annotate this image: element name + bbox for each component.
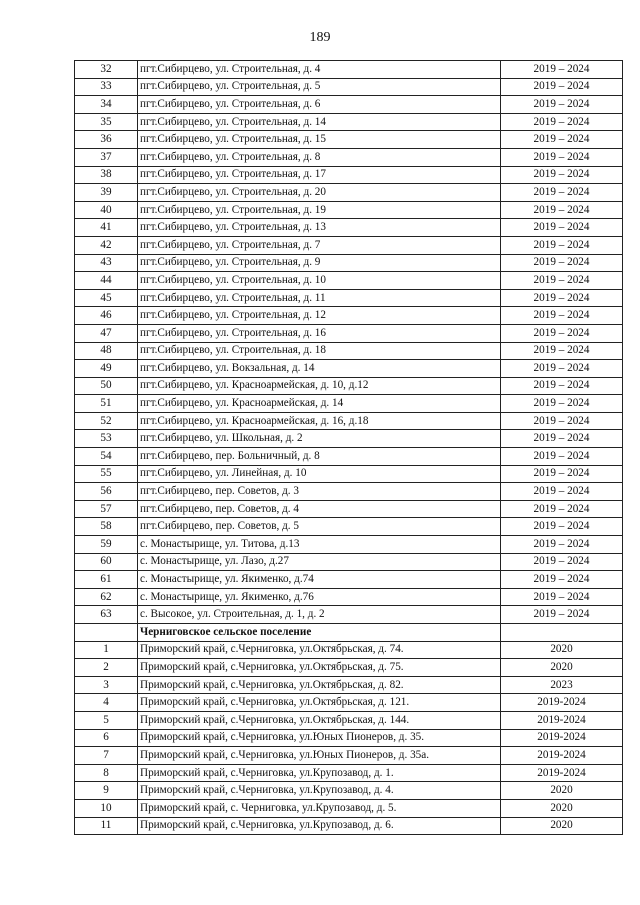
row-number-cell: 41 bbox=[75, 219, 138, 237]
period-cell: 2020 bbox=[501, 799, 623, 817]
row-number-cell: 50 bbox=[75, 377, 138, 395]
address-cell: пгт.Сибирцево, ул. Строительная, д. 16 bbox=[138, 324, 501, 342]
row-number-cell: 11 bbox=[75, 817, 138, 835]
table-row bbox=[75, 395, 623, 413]
row-number-cell: 45 bbox=[75, 289, 138, 307]
address-cell: пгт.Сибирцево, ул. Строительная, д. 20 bbox=[138, 184, 501, 202]
address-cell: пгт.Сибирцево, ул. Красноармейская, д. 10, д.12 bbox=[138, 377, 501, 395]
table-row bbox=[75, 61, 623, 79]
address-cell: пгт.Сибирцево, ул. Школьная, д. 2 bbox=[138, 430, 501, 448]
address-cell: Приморский край, с. Черниговка, ул.Крупозавод, д. 5. bbox=[138, 799, 501, 817]
row-number-cell: 54 bbox=[75, 448, 138, 466]
row-number-cell: 56 bbox=[75, 483, 138, 501]
period-cell: 2019-2024 bbox=[501, 694, 623, 712]
period-cell: 2019 – 2024 bbox=[501, 254, 623, 272]
period-cell: 2019 – 2024 bbox=[501, 377, 623, 395]
table-row bbox=[75, 324, 623, 342]
address-cell: пгт.Сибирцево, ул. Строительная, д. 4 bbox=[138, 61, 501, 79]
row-number-cell: 46 bbox=[75, 307, 138, 325]
table-row bbox=[75, 553, 623, 571]
table-row bbox=[75, 377, 623, 395]
row-number-cell: 57 bbox=[75, 500, 138, 518]
table-row bbox=[75, 536, 623, 554]
row-number-cell: 58 bbox=[75, 518, 138, 536]
period-cell: 2019 – 2024 bbox=[501, 324, 623, 342]
table-row bbox=[75, 448, 623, 466]
address-cell: с. Монастырище, ул. Якименко, д.74 bbox=[138, 571, 501, 589]
table-row bbox=[75, 518, 623, 536]
row-number-cell: 40 bbox=[75, 201, 138, 219]
table-row bbox=[75, 412, 623, 430]
table-row bbox=[75, 360, 623, 378]
period-cell: 2019 – 2024 bbox=[501, 412, 623, 430]
row-number-cell: 37 bbox=[75, 148, 138, 166]
table-row bbox=[75, 817, 623, 835]
table-row bbox=[75, 148, 623, 166]
table-row bbox=[75, 219, 623, 237]
table-row bbox=[75, 606, 623, 624]
address-cell: пгт.Сибирцево, пер. Советов, д. 5 bbox=[138, 518, 501, 536]
section-header-row bbox=[75, 624, 623, 642]
table-row bbox=[75, 500, 623, 518]
address-cell: Приморский край, с.Черниговка, ул.Октябрьская, д. 74. bbox=[138, 641, 501, 659]
address-cell: пгт.Сибирцево, ул. Строительная, д. 7 bbox=[138, 236, 501, 254]
address-cell: пгт.Сибирцево, ул. Линейная, д. 10 bbox=[138, 465, 501, 483]
table-row bbox=[75, 430, 623, 448]
period-cell: 2019 – 2024 bbox=[501, 201, 623, 219]
period-cell: 2019 – 2024 bbox=[501, 588, 623, 606]
row-number-cell: 34 bbox=[75, 96, 138, 114]
table-row bbox=[75, 184, 623, 202]
row-number-cell: 59 bbox=[75, 536, 138, 554]
address-cell: пгт.Сибирцево, ул. Красноармейская, д. 14 bbox=[138, 395, 501, 413]
period-cell: 2019 – 2024 bbox=[501, 61, 623, 79]
address-cell: с. Монастырище, ул. Титова, д.13 bbox=[138, 536, 501, 554]
address-cell: с. Монастырище, ул. Якименко, д.76 bbox=[138, 588, 501, 606]
row-number-cell: 62 bbox=[75, 588, 138, 606]
period-cell: 2019 – 2024 bbox=[501, 518, 623, 536]
table-row bbox=[75, 342, 623, 360]
period-cell: 2019 – 2024 bbox=[501, 430, 623, 448]
row-number-cell: 4 bbox=[75, 694, 138, 712]
address-cell: пгт.Сибирцево, ул. Строительная, д. 10 bbox=[138, 272, 501, 290]
period-cell: 2019 – 2024 bbox=[501, 96, 623, 114]
table-row bbox=[75, 113, 623, 131]
table-row bbox=[75, 289, 623, 307]
table-row bbox=[75, 131, 623, 149]
row-number-cell: 32 bbox=[75, 61, 138, 79]
address-cell: Приморский край, с.Черниговка, ул.Крупозавод, д. 6. bbox=[138, 817, 501, 835]
period-cell: 2019 – 2024 bbox=[501, 465, 623, 483]
housing-registry-table bbox=[74, 60, 623, 835]
table-row bbox=[75, 694, 623, 712]
period-cell: 2020 bbox=[501, 782, 623, 800]
address-cell: Приморский край, с.Черниговка, ул.Октябрьская, д. 144. bbox=[138, 711, 501, 729]
table-row bbox=[75, 96, 623, 114]
table-row bbox=[75, 571, 623, 589]
row-number-cell: 35 bbox=[75, 113, 138, 131]
period-cell: 2019-2024 bbox=[501, 711, 623, 729]
table-row bbox=[75, 729, 623, 747]
row-number-cell: 43 bbox=[75, 254, 138, 272]
period-cell: 2020 bbox=[501, 641, 623, 659]
period-cell: 2019 – 2024 bbox=[501, 148, 623, 166]
row-number-cell: 5 bbox=[75, 711, 138, 729]
row-number-cell: 10 bbox=[75, 799, 138, 817]
address-cell: пгт.Сибирцево, ул. Строительная, д. 18 bbox=[138, 342, 501, 360]
table-row bbox=[75, 659, 623, 677]
table-row bbox=[75, 588, 623, 606]
period-cell: 2019 – 2024 bbox=[501, 342, 623, 360]
table-row bbox=[75, 465, 623, 483]
period-cell: 2019 – 2024 bbox=[501, 606, 623, 624]
row-number-cell: 33 bbox=[75, 78, 138, 96]
period-cell: 2019 – 2024 bbox=[501, 219, 623, 237]
period-cell: 2019-2024 bbox=[501, 747, 623, 765]
address-cell: Приморский край, с.Черниговка, ул.Юных Пионеров, д. 35. bbox=[138, 729, 501, 747]
row-number-cell: 9 bbox=[75, 782, 138, 800]
table-row bbox=[75, 782, 623, 800]
row-number-cell: 55 bbox=[75, 465, 138, 483]
period-cell: 2019 – 2024 bbox=[501, 483, 623, 501]
table-row bbox=[75, 764, 623, 782]
row-number-cell: 63 bbox=[75, 606, 138, 624]
table-row bbox=[75, 307, 623, 325]
period-cell: 2019 – 2024 bbox=[501, 500, 623, 518]
section-title-cell: Черниговское сельское поселение bbox=[138, 624, 501, 642]
row-number-cell: 51 bbox=[75, 395, 138, 413]
period-cell: 2019-2024 bbox=[501, 764, 623, 782]
address-cell: пгт.Сибирцево, ул. Строительная, д. 11 bbox=[138, 289, 501, 307]
address-cell: пгт.Сибирцево, пер. Советов, д. 4 bbox=[138, 500, 501, 518]
row-number-cell: 42 bbox=[75, 236, 138, 254]
period-cell: 2019 – 2024 bbox=[501, 289, 623, 307]
period-cell: 2020 bbox=[501, 817, 623, 835]
page-number: 189 bbox=[309, 30, 331, 45]
address-cell: Приморский край, с.Черниговка, ул.Октябрьская, д. 75. bbox=[138, 659, 501, 677]
table-body bbox=[75, 61, 623, 835]
period-cell: 2020 bbox=[501, 659, 623, 677]
row-number-cell: 48 bbox=[75, 342, 138, 360]
address-cell: пгт.Сибирцево, ул. Строительная, д. 6 bbox=[138, 96, 501, 114]
row-number-cell: 39 bbox=[75, 184, 138, 202]
row-number-cell bbox=[75, 624, 138, 642]
row-number-cell: 6 bbox=[75, 729, 138, 747]
table-row bbox=[75, 272, 623, 290]
address-cell: Приморский край, с.Черниговка, ул.Октябрьская, д. 82. bbox=[138, 676, 501, 694]
period-cell: 2019 – 2024 bbox=[501, 78, 623, 96]
address-cell: пгт.Сибирцево, ул. Строительная, д. 9 bbox=[138, 254, 501, 272]
period-cell: 2019 – 2024 bbox=[501, 571, 623, 589]
table-row bbox=[75, 676, 623, 694]
table-row bbox=[75, 236, 623, 254]
address-cell: пгт.Сибирцево, ул. Вокзальная, д. 14 bbox=[138, 360, 501, 378]
address-cell: пгт.Сибирцево, ул. Строительная, д. 5 bbox=[138, 78, 501, 96]
period-cell: 2019 – 2024 bbox=[501, 113, 623, 131]
row-number-cell: 52 bbox=[75, 412, 138, 430]
row-number-cell: 47 bbox=[75, 324, 138, 342]
period-cell: 2019 – 2024 bbox=[501, 360, 623, 378]
period-cell: 2019 – 2024 bbox=[501, 536, 623, 554]
period-cell: 2019 – 2024 bbox=[501, 307, 623, 325]
period-cell: 2019 – 2024 bbox=[501, 395, 623, 413]
address-cell: с. Высокое, ул. Строительная, д. 1, д. 2 bbox=[138, 606, 501, 624]
row-number-cell: 3 bbox=[75, 676, 138, 694]
table-row bbox=[75, 747, 623, 765]
table-row bbox=[75, 641, 623, 659]
table-row bbox=[75, 254, 623, 272]
period-cell: 2019 – 2024 bbox=[501, 553, 623, 571]
address-cell: Приморский край, с.Черниговка, ул.Крупозавод, д. 4. bbox=[138, 782, 501, 800]
table-row bbox=[75, 78, 623, 96]
row-number-cell: 8 bbox=[75, 764, 138, 782]
row-number-cell: 36 bbox=[75, 131, 138, 149]
table-row bbox=[75, 799, 623, 817]
period-cell bbox=[501, 624, 623, 642]
period-cell: 2019 – 2024 bbox=[501, 131, 623, 149]
row-number-cell: 2 bbox=[75, 659, 138, 677]
row-number-cell: 7 bbox=[75, 747, 138, 765]
period-cell: 2023 bbox=[501, 676, 623, 694]
table-row bbox=[75, 201, 623, 219]
address-cell: Приморский край, с.Черниговка, ул.Октябрьская, д. 121. bbox=[138, 694, 501, 712]
address-cell: пгт.Сибирцево, пер. Советов, д. 3 bbox=[138, 483, 501, 501]
period-cell: 2019-2024 bbox=[501, 729, 623, 747]
table-row bbox=[75, 166, 623, 184]
period-cell: 2019 – 2024 bbox=[501, 448, 623, 466]
address-cell: пгт.Сибирцево, ул. Строительная, д. 15 bbox=[138, 131, 501, 149]
address-cell: пгт.Сибирцево, ул. Строительная, д. 17 bbox=[138, 166, 501, 184]
table-row bbox=[75, 711, 623, 729]
period-cell: 2019 – 2024 bbox=[501, 272, 623, 290]
period-cell: 2019 – 2024 bbox=[501, 236, 623, 254]
period-cell: 2019 – 2024 bbox=[501, 184, 623, 202]
address-cell: Приморский край, с.Черниговка, ул.Юных Пионеров, д. 35а. bbox=[138, 747, 501, 765]
address-cell: пгт.Сибирцево, ул. Красноармейская, д. 16, д.18 bbox=[138, 412, 501, 430]
row-number-cell: 38 bbox=[75, 166, 138, 184]
address-cell: пгт.Сибирцево, ул. Строительная, д. 14 bbox=[138, 113, 501, 131]
address-cell: Приморский край, с.Черниговка, ул.Крупозавод, д. 1. bbox=[138, 764, 501, 782]
address-cell: пгт.Сибирцево, ул. Строительная, д. 12 bbox=[138, 307, 501, 325]
address-cell: с. Монастырище, ул. Лазо, д.27 bbox=[138, 553, 501, 571]
row-number-cell: 44 bbox=[75, 272, 138, 290]
address-cell: пгт.Сибирцево, пер. Больничный, д. 8 bbox=[138, 448, 501, 466]
address-cell: пгт.Сибирцево, ул. Строительная, д. 8 bbox=[138, 148, 501, 166]
row-number-cell: 1 bbox=[75, 641, 138, 659]
address-cell: пгт.Сибирцево, ул. Строительная, д. 19 bbox=[138, 201, 501, 219]
row-number-cell: 53 bbox=[75, 430, 138, 448]
period-cell: 2019 – 2024 bbox=[501, 166, 623, 184]
table-row bbox=[75, 483, 623, 501]
address-cell: пгт.Сибирцево, ул. Строительная, д. 13 bbox=[138, 219, 501, 237]
row-number-cell: 60 bbox=[75, 553, 138, 571]
row-number-cell: 61 bbox=[75, 571, 138, 589]
row-number-cell: 49 bbox=[75, 360, 138, 378]
